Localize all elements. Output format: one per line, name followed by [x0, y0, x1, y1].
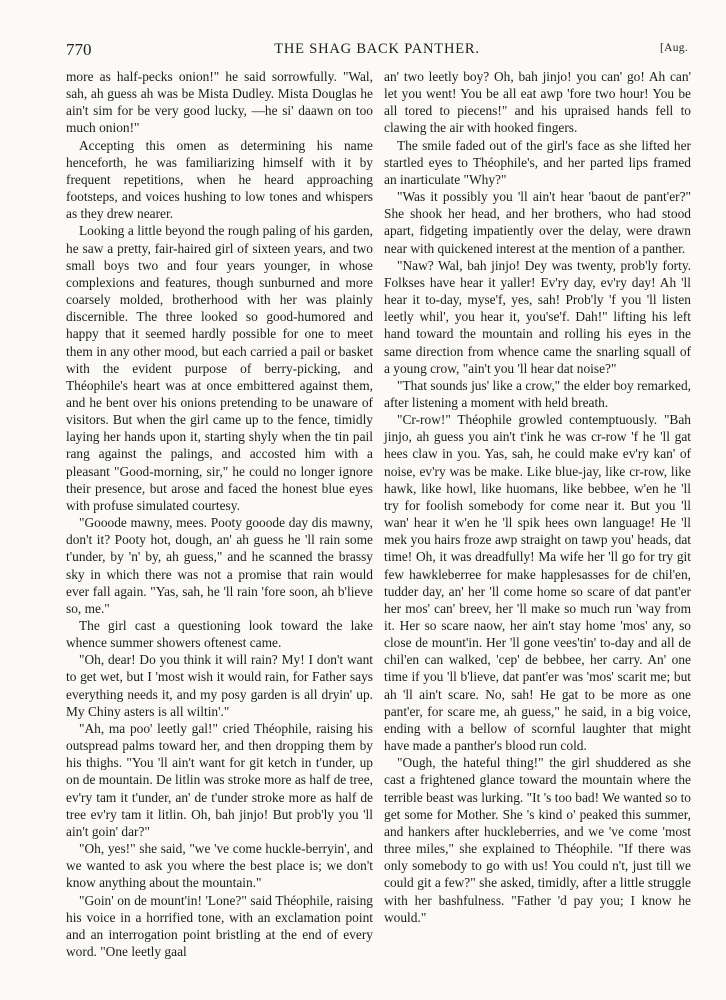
- paragraph: "Oh, yes!" she said, "we 've come huckle-berryin', and we wanted to ask you where the best place is; we don't know anything about the mountain.": [66, 841, 373, 891]
- paragraph: "Goin' on de mount'in! 'Lone?" said Théophile, raising his voice in a horrified tone, with an exclamation point and an interrogation point bristling at the end of every word. "One leetly gaal: [66, 892, 373, 959]
- paragraph: "Was it possibly you 'll ain't hear 'baout de pant'er?" She shook her head, and her brothers, who had stood apart, fidgeting impatiently over the delay, were drawn near with quickened interest at the mention of a panther.: [384, 189, 691, 256]
- paragraph: "Ah, ma poo' leetly gal!" cried Théophile, raising his outspread palms toward her, and then dropping them by his thighs. "You 'll ain't want for git ketch in t'under, up on de mountain. De litlin was stroke more as half de tree, ev'ry tam it t'under, an' de t'under stroke more as half de tree ev'ry tam it litlin. Oh, bah jinjo! But prob'ly you 'll ain't goin' dar?": [66, 720, 373, 839]
- paragraph: more as half-pecks onion!" he said sorrowfully. "Wal, sah, ah guess ah was be Mista Dudley. Mista Douglas he ain't sim for be very good lucky, —he si' daawn on too much onion!": [66, 69, 373, 136]
- page-number: 770: [66, 40, 92, 59]
- running-title: THE SHAG BACK PANTHER.: [274, 41, 480, 57]
- paragraph: "Naw? Wal, bah jinjo! Dey was twenty, prob'ly forty. Folkses have hear it yaller! Ev'ry day, ev'ry day! Ah 'll hear it to-day, myse'f, yes, sah! Prob'ly 'f you 'll listen leetly whil', you hear it, you'se'f. Dah!" lifting his left hand toward the mountain and rolling his eyes in the same direction from whence came the snarling squall of a young crow, "ain't you 'll hear dat noise?": [384, 257, 691, 376]
- right-column: [384, 68, 691, 926]
- paragraph: an' two leetly boy? Oh, bah jinjo! you can' go! Ah can' let you went! You be all eat awp 'fore two hour! You be all tored to piecens!" and his upraised hands fell to clawing the air with hooked fingers.: [384, 69, 691, 136]
- paragraph: The smile faded out of the girl's face as she lifted her startled eyes to Théophile's, and her parted lips framed an inarticulate "Why?": [384, 137, 691, 187]
- left-column: [66, 68, 373, 960]
- paragraph: "Gooode mawny, mees. Pooty gooode day dis mawny, don't it? Pooty hot, dough, an' ah guess he 'll rain some t'under, by 'n' by, ah guess," and he scanned the brassy sky in which there was not a promise that rain would ever fall again. "Yas, sah, he 'll rain 'fore soon, ah b'lieve so, me.": [66, 515, 373, 616]
- paragraph: "Oh, dear! Do you think it will rain? My! I don't want to get wet, but I 'most wish it would rain, for Father says everything needs it, and my posy garden is all dryin' up. My Chiny asters is all wiltin'.": [66, 652, 373, 719]
- paragraph: "That sounds jus' like a crow," the elder boy remarked, after listening a moment with held breath.: [384, 377, 691, 410]
- issue-month: [Aug.: [659, 42, 688, 54]
- paragraph: "Cr-row!" Théophile growled contemptuously. "Bah jinjo, ah guess you ain't t'ink he was cr-row 'f he 'll gat hees claw in you. Yas, sah, he could make ev'ry kan' of noise, ev'ry was be make. Like blue-jay, like cr-row, like hawk, like howl, like huomans, like bebbee, w'en he 'll try for foolish somebody for come near it. But you 'll wan' hear it w'en he 'll spik hees own language! He 'll mek you hairs froze awp straight on tawp you' heads, dat time! Oh, it was dreadfully! Ma wife her 'll go for try git few hawkleberree for make happlesasses for de chil'en, tudder day, an' her 'll come home so scare of dat pant'er her mos' can' breev, her 'll make so much run 'way from it. Her so scare naow, her ain't stay home 'mos' any, so close de mount'in. Her 'll gone vees'tin' to-day and all de chil'en can walked, 'cep' de bebbee, her carry. An' one time if you 'll b'lieve, dat pant'er was 'mos' scarit me; but ah 'll ain't scare. No, sah! He gat to be more as one pant'er, for scare me, ah guess," he said, in a big voice, ending with a bellow of scornful laughter that might have made a panther's blood run cold.: [384, 412, 691, 754]
- paragraph: The girl cast a questioning look toward the lake whence summer showers oftenest came.: [66, 618, 373, 651]
- paragraph: "Ough, the hateful thing!" the girl shuddered as she cast a frightened glance toward the mountain where the terrible beast was lurking. "It 's too bad! We wanted so to get some for Mother. She 's kind o' peaked this summer, and hankers after huckleberries, and we 've come 'most three miles," she explained to Théophile. "If there was only somebody to go with us! You could n't, just till we could git a few?" she asked, timidly, after a little struggle with her bashfulness. "Father 'd pay you; I know he would.": [384, 755, 691, 925]
- page-header: [66, 40, 688, 58]
- paragraph: Looking a little beyond the rough paling of his garden, he saw a pretty, fair-haired girl of sixteen years, and two small boys two and four years younger, in whose complexions and features, though sunburned and more coarsely molded, brotherhood with her was plainly discernible. The three looked so good-humored and happy that it seemed hardly possible for one to meet them in any other mood, but each carried a pail or basket with the evident purpose of berry-picking, and Théophile's heart was at once embittered against them, and he bent over his onions pretending to be unaware of visitors. But when the girl came up to the fence, timidly laying her hands upon it, starting shyly when the tin pail rang against the palings, and accosted him with a pleasant "Good-morning, sir," he could no longer ignore their presence, but arose and faced the honest blue eyes with profuse simulated courtesy.: [66, 223, 373, 513]
- paragraph: Accepting this omen as determining his name henceforth, he was familiarizing himself with it by frequent repetitions, when he heard approaching footsteps, and voices hushing to low tones and whispers as they drew nearer.: [66, 137, 373, 222]
